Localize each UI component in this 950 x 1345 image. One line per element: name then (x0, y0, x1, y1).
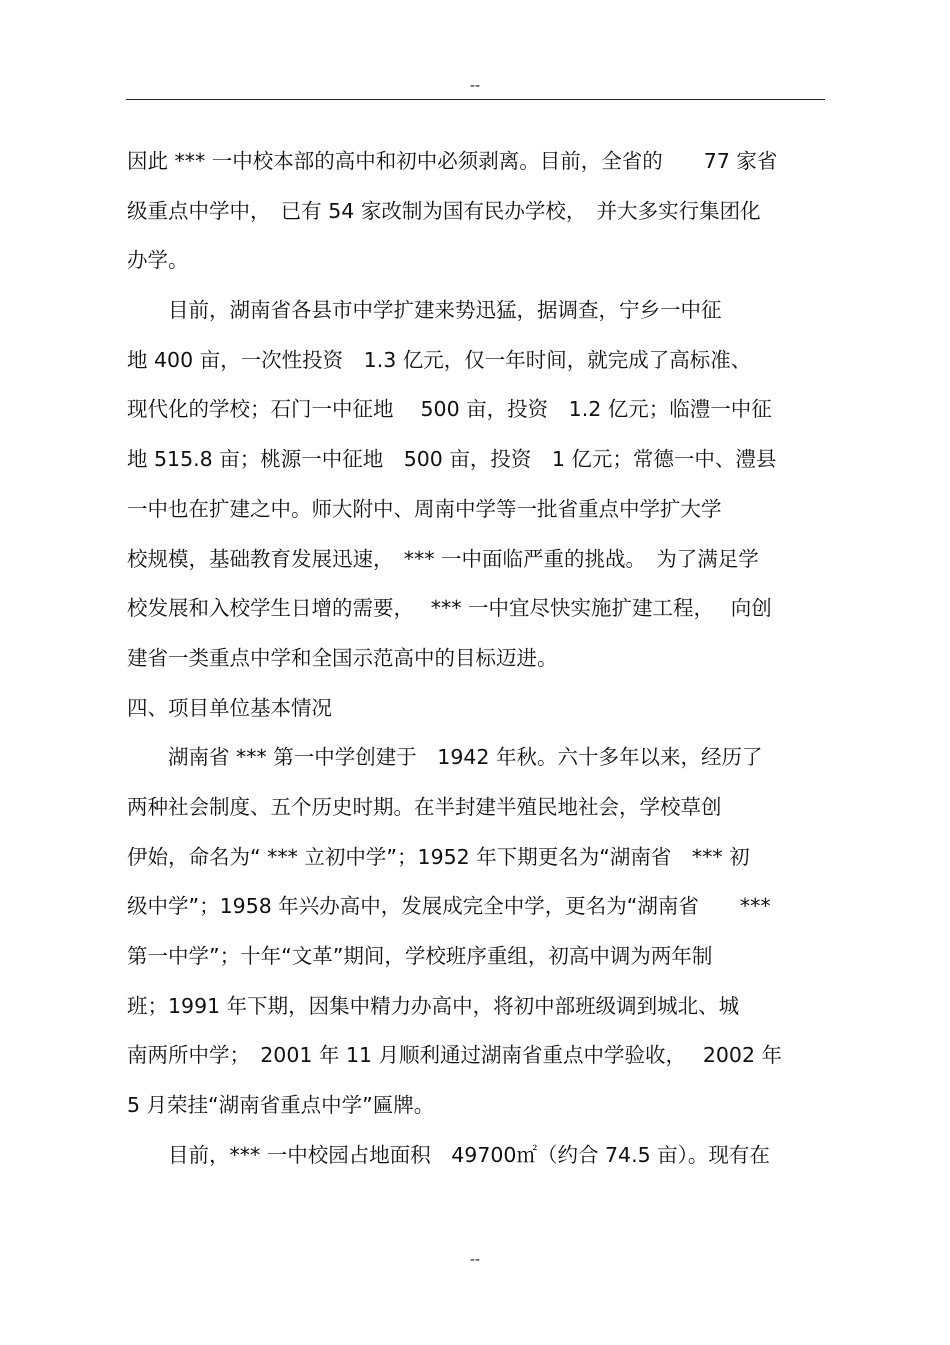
text-line: 级重点中学中， 已有 54 家改制为国有民办学校， 并大多实行集团化 (127, 198, 761, 223)
section-heading: 四、项目单位基本情况 (127, 695, 332, 720)
text-line: 一中也在扩建之中。师大附中、周南中学等一批省重点中学扩大学 (127, 496, 722, 521)
text-line: 南两所中学； 2001 年 11 月顺利通过湖南省重点中学验收， 2002 年 (127, 1043, 783, 1068)
text-line: 现代化的学校；石门一中征地 500 亩，投资 1.2 亿元；临澧一中征 (127, 397, 772, 422)
text-line: 第一中学”；十年“文革”期间，学校班序重组，初高中调为两年制 (127, 944, 713, 968)
text-line: 地 515.8 亩；桃源一中征地 500 亩，投资 1 亿元；常德一中、澧县 (127, 447, 777, 472)
text-line: 目前，湖南省各县市中学扩建来势迅猛，据调查，宁乡一中征 (127, 298, 722, 323)
text-line: 5 月荣挂“湖南省重点中学”匾牌。 (127, 1093, 435, 1118)
text-line: 地 400 亩，一次性投资 1.3 亿元，仅一年时间，就完成了高标准、 (127, 347, 752, 372)
page-header-mark: -- (469, 78, 481, 94)
text-line: 目前，*** 一中校园占地面积 49700㎡（约合 74.5 亩）。现有在 (127, 1142, 770, 1167)
text-line: 级中学”；1958 年兴办高中，发展成完全中学，更名为“湖南省 *** (127, 894, 771, 919)
text-line: 校发展和入校学生日增的需要， *** 一中宜尽快实施扩建工程， 向创 (127, 596, 772, 621)
text-line: 两种社会制度、五个历史时期。在半封建半殖民地社会，学校草创 (127, 794, 722, 819)
text-line: 因此 *** 一中校本部的高中和初中必须剥离。目前，全省的 77 家省 (127, 149, 778, 173)
page-footer-mark: -- (469, 1252, 481, 1268)
text-line: 湖南省 *** 第一中学创建于 1942 年秋。六十多年以来，经历了 (127, 745, 763, 770)
document-body (127, 137, 827, 1180)
text-line: 校规模，基础教育发展迅速， *** 一中面临严重的挑战。 为了满足学 (127, 546, 759, 571)
header-divider (126, 99, 825, 100)
text-line: 伊始，命名为“ *** 立初中学”；1952 年下期更名为“湖南省 *** 初 (127, 844, 750, 869)
text-line: 建省一类重点中学和全国示范高中的目标迈进。 (127, 645, 558, 670)
text-line: 办学。 (127, 248, 189, 273)
text-line: 班；1991 年下期，因集中精力办高中，将初中部班级调到城北、城 (127, 993, 740, 1018)
